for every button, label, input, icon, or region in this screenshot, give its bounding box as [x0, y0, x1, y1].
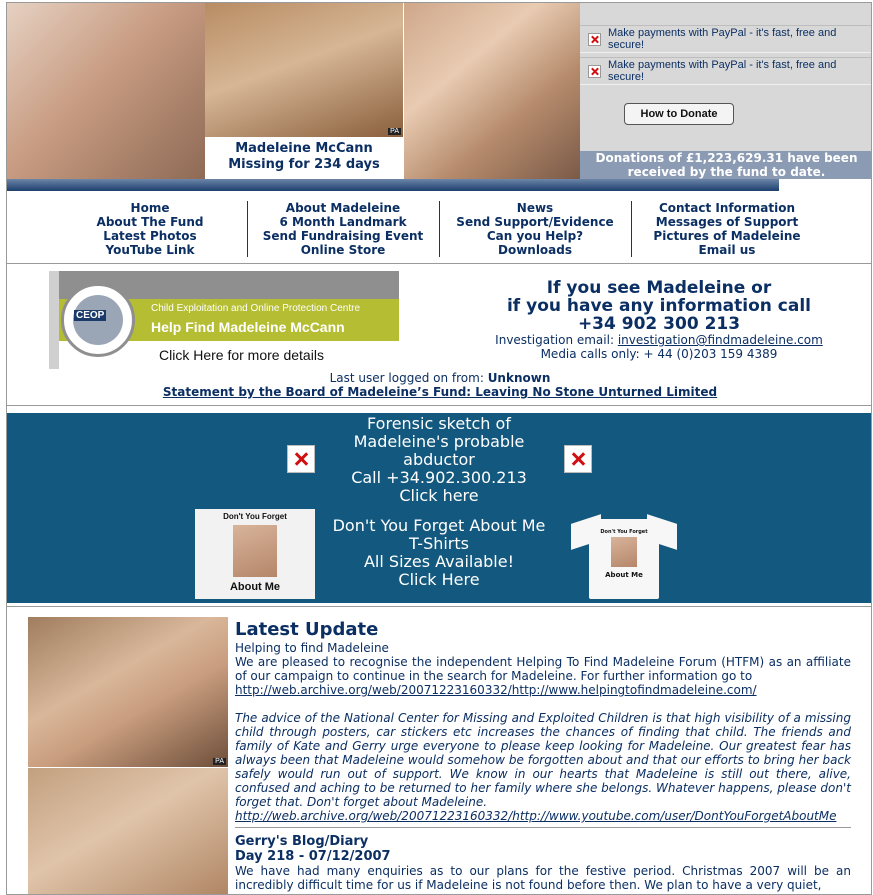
paypal-text: Make payments with PayPal - it's fast, free and secure!: [608, 27, 837, 51]
media-calls: Media calls only: + 44 (0)203 159 4389: [540, 347, 778, 361]
nav-column-2: [253, 201, 433, 257]
divider: [7, 405, 872, 406]
shirt-face-photo: [233, 525, 277, 577]
caption-name: Madeleine McCann: [235, 141, 373, 156]
latest-update-para-2: The advice of the National Center for Missing and Exploited Children is that high visibility of a missing child through posters, car stickers etc increases the chances of finding that child. The friends and family of Kate and Gerry urge everyone to please keep looking for Madeleine. Our greatest fear has always been that Madeleine would somehow be forgotten about and that our efforts to bring her back safely would run out of support. We know in our hearts that Madeleine is still out there, alive, confused and aching to be returned to her family where she belongs. Whatever happens, please don't forget that. Don't forget about Madeleine.: [235, 711, 851, 809]
nav-latest-photos[interactable]: Latest Photos: [103, 229, 197, 243]
missing-caption: [205, 137, 403, 179]
nav-divider: [439, 201, 440, 257]
broken-image-icon: [287, 445, 315, 473]
last-user-logged: [7, 371, 872, 385]
nav-6-month-landmark[interactable]: 6 Month Landmark: [279, 215, 407, 229]
nav-divider: [631, 201, 632, 257]
blog-title: Gerry's Blog/Diary: [235, 834, 369, 849]
ceop-logo-text: CEOP: [76, 310, 105, 321]
nav-home[interactable]: Home: [130, 201, 170, 215]
tshirt-line: Don't You Forget About Me: [332, 516, 546, 535]
paypal-row-2[interactable]: [580, 57, 872, 85]
tshirt-top-text: Don't You Forget: [600, 529, 648, 535]
tshirt-promo-link[interactable]: [329, 517, 549, 589]
divider: [7, 263, 872, 264]
nav-contact-info[interactable]: Contact Information: [658, 201, 796, 215]
caption-days: Missing for 234 days: [228, 157, 380, 172]
nav-column-3: [445, 201, 625, 257]
shirt-print-image[interactable]: [195, 509, 315, 599]
email-label: Investigation email:: [495, 333, 618, 347]
nav-column-4: [637, 201, 817, 257]
nav-online-store[interactable]: Online Store: [300, 243, 386, 257]
photo-madeleine-hat: [7, 3, 205, 179]
nav-divider: [247, 201, 248, 257]
blog-text: We have had many enquiries as to our plans for the festive period. Christmas 2007 will be an incredibly difficult time for us if Madeleine is not found before then. We plan to have a very quiet,: [235, 864, 851, 892]
nav-email-us[interactable]: Email us: [698, 243, 756, 257]
investigation-email-link[interactable]: investigation@findmadeleine.com: [617, 333, 823, 347]
statement-link[interactable]: Statement by the Board of Madeleine’s Fund: Leaving No Stone Unturned Limited: [162, 385, 718, 399]
last-user-value: Unknown: [487, 371, 551, 385]
sketch-line: abductor: [403, 450, 475, 469]
latest-update-title: Latest Update: [235, 619, 379, 640]
update-photo-2: [28, 768, 228, 895]
tshirt-line: All Sizes Available!: [363, 552, 515, 571]
call-line-2: if you have any information call: [506, 296, 812, 316]
investigation-email-line: [469, 333, 849, 347]
broken-image-icon: [564, 445, 592, 473]
forensic-sketch-link[interactable]: [329, 415, 549, 505]
ceop-click-link[interactable]: Click Here for more details: [159, 347, 324, 363]
htfm-link[interactable]: http://web.archive.org/web/20071223160332/http://www.helpingtofindmadeleine.com/: [235, 683, 757, 697]
tshirt-line: Click Here: [398, 570, 480, 589]
tshirt-image[interactable]: [565, 513, 683, 599]
youtube-link[interactable]: http://web.archive.org/web/20071223160332/http://www.youtube.com/user/DontYouForgetAboutMe: [235, 809, 837, 823]
statement: [7, 385, 872, 399]
sketch-line: Forensic sketch of: [367, 414, 511, 433]
photo-credit: PA: [215, 758, 224, 765]
nav-send-fundraising[interactable]: Send Fundraising Event: [262, 229, 424, 243]
paypal-text: Make payments with PayPal - it's fast, free and secure!: [608, 59, 837, 83]
sketch-line: Click here: [399, 486, 479, 505]
last-user-label: Last user logged on from:: [329, 371, 488, 385]
nav-downloads[interactable]: Downloads: [497, 243, 573, 257]
nav-about-madeleine[interactable]: About Madeleine: [285, 201, 401, 215]
paypal-panel: [580, 3, 872, 151]
blog-date: Day 218 - 07/12/2007: [235, 849, 391, 864]
photo-credit: PA: [390, 128, 399, 135]
header-stripe: [7, 179, 779, 191]
paypal-row-1[interactable]: [580, 25, 872, 53]
tshirt-bottom-text: About Me: [605, 571, 643, 579]
ceop-banner[interactable]: [49, 271, 399, 369]
photo-madeleine-closeup: [404, 3, 580, 179]
nav-send-support[interactable]: Send Support/Evidence: [456, 215, 614, 229]
header: [7, 3, 872, 183]
broken-image-icon: [588, 33, 601, 46]
how-to-donate-button[interactable]: How to Donate: [624, 103, 734, 125]
broken-image-icon: [588, 65, 601, 78]
shirt-bottom-text: About Me: [229, 581, 281, 593]
donations-total: Donations of £1,223,629.31 have been received by the fund to date.: [580, 151, 872, 179]
tshirt-line: T-Shirts: [408, 534, 469, 553]
latest-update: [235, 619, 851, 892]
ceop-headline: Help Find Madeleine McCann: [151, 319, 345, 335]
nav-column-1: [65, 201, 235, 257]
call-phone: +34 902 300 213: [577, 314, 741, 334]
update-photo-1: [28, 617, 228, 767]
nav-can-you-help[interactable]: Can you Help?: [486, 229, 584, 243]
ceop-small-text: Child Exploitation and Online Protection Centre: [151, 303, 361, 314]
promo-panel: [7, 413, 872, 603]
latest-update-subtitle: Helping to find Madeleine: [235, 641, 389, 655]
tshirt-face-photo: [611, 537, 637, 567]
shirt-top-text: Don't You Forget: [223, 512, 287, 521]
nav-messages-support[interactable]: Messages of Support: [655, 215, 799, 229]
sketch-line: Call +34.902.300.213: [351, 468, 527, 487]
latest-update-para-1: We are pleased to recognise the independent Helping To Find Madeleine Forum (HTFM) as an affiliate of our campaign to continue in the search for Madeleine. For further information go to: [235, 655, 851, 683]
call-line-1: If you see Madeleine or: [546, 278, 772, 298]
nav-pictures[interactable]: Pictures of Madeleine: [653, 229, 801, 243]
main-nav: [7, 199, 872, 261]
nav-about-fund[interactable]: About The Fund: [96, 215, 204, 229]
sketch-line: Madeleine's probable: [353, 432, 525, 451]
nav-youtube-link[interactable]: YouTube Link: [105, 243, 195, 257]
page-frame: [6, 2, 872, 895]
photo-madeleine-smiling: [205, 3, 403, 137]
nav-news[interactable]: News: [516, 201, 554, 215]
contact-callout: [469, 279, 849, 361]
divider: [7, 606, 872, 607]
ceop-logo-icon: [61, 283, 135, 357]
divider: [235, 827, 851, 828]
